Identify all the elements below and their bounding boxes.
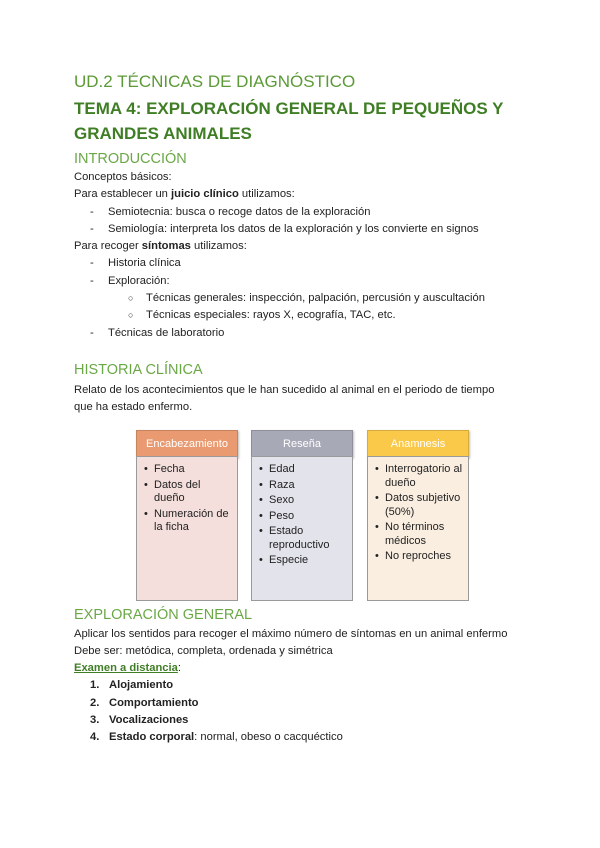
item-label: Alojamiento (109, 679, 174, 692)
column-item: • Datos subjetivo (50%) (372, 492, 464, 519)
list-item: - Semiotecnia: busca o recoge datos de la exploración (74, 204, 534, 221)
bold-term: síntomas (141, 240, 191, 253)
item-number: 4. (90, 731, 100, 744)
historia-text-line1: Relato de los acontecimientos que le han sucedido al animal en el periodo de tiempo (74, 383, 495, 396)
colon: : (177, 662, 181, 675)
intro-list1 (74, 204, 534, 239)
column-box (136, 456, 238, 601)
column-item: • Numeración de la ficha (141, 508, 233, 535)
unit-title: UD.2 TÉCNICAS DE DIAGNÓSTICO (74, 72, 356, 91)
tema-title (74, 96, 534, 146)
tema-title-line2: GRANDES ANIMALES (74, 124, 252, 143)
list-item (74, 729, 534, 746)
intro-sublist (74, 290, 534, 325)
column-box (251, 456, 353, 601)
exploracion-heading: EXPLORACIÓN GENERAL (74, 606, 253, 623)
text: utilizamos: (238, 188, 295, 201)
list-item: - Historia clínica (74, 255, 534, 272)
intro-line2 (74, 186, 534, 203)
diagram-column-resena (251, 430, 353, 566)
bold-term: juicio clínico (171, 188, 239, 201)
text: Para establecer un (74, 188, 172, 201)
item-number: 3. (90, 714, 100, 727)
column-item: • Especie (256, 554, 348, 568)
column-item: • Sexo (256, 494, 348, 508)
list-item: - Semiología: interpreta los datos de la exploración y los convierte en signos (74, 221, 534, 238)
intro-list2 (74, 255, 534, 290)
column-item: • No términos médicos (372, 521, 464, 548)
column-item: • Interrogatorio al dueño (372, 463, 464, 490)
intro-list3 (74, 325, 534, 342)
item-number: 2. (90, 696, 100, 709)
item-number: 1. (90, 679, 100, 692)
list-item: - Exploración: (74, 273, 534, 290)
column-item: • Datos del dueño (141, 479, 233, 506)
column-box (367, 456, 469, 601)
list-item (74, 677, 534, 694)
text: utilizamos: (190, 240, 247, 253)
tema-title-line1: TEMA 4: EXPLORACIÓN GENERAL DE PEQUEÑOS Y (74, 99, 504, 118)
historia-diagram (136, 430, 472, 600)
examen-subheading (74, 660, 534, 677)
column-header: Reseña (251, 430, 353, 458)
exploracion-text2: Debe ser: metódica, completa, ordenada y simétrica (74, 644, 333, 657)
examen-list (74, 677, 534, 746)
historia-text-line2: que ha estado enfermo. (74, 401, 193, 414)
list-item: - Técnicas de laboratorio (74, 325, 534, 342)
text: Para recoger (74, 240, 142, 253)
column-item: • Estado reproductivo (256, 525, 348, 552)
sub-list-item: ○ Técnicas generales: inspección, palpación, percusión y auscultación (74, 290, 534, 307)
diagram-column-encabezamiento (136, 430, 238, 533)
historia-heading: HISTORIA CLÍNICA (74, 361, 203, 378)
item-text: : normal, obeso o cacquéctico (194, 731, 343, 744)
intro-line1: Conceptos básicos: (74, 171, 172, 183)
column-item: • Peso (256, 510, 348, 524)
list-item (74, 712, 534, 729)
diagram-column-anamnesis (367, 430, 469, 562)
sub-list-item: ○ Técnicas especiales: rayos X, ecografía, TAC, etc. (74, 307, 534, 324)
item-label: Comportamiento (109, 696, 199, 709)
column-item: • No reproches (372, 550, 464, 564)
item-label: Vocalizaciones (109, 714, 189, 727)
column-header: Encabezamiento (136, 430, 238, 458)
examen-title: Examen a distancia (74, 662, 178, 675)
column-header: Anamnesis (367, 430, 469, 458)
intro-heading: INTRODUCCIÓN (74, 151, 187, 167)
document-page (74, 70, 534, 747)
intro-line3 (74, 238, 534, 255)
column-item: • Raza (256, 479, 348, 493)
exploracion-text1: Aplicar los sentidos para recoger el máximo número de síntomas en un animal enfermo (74, 627, 508, 640)
item-label: Estado corporal (109, 731, 195, 744)
column-item: • Fecha (141, 463, 233, 477)
column-item: • Edad (256, 463, 348, 477)
list-item (74, 695, 534, 712)
